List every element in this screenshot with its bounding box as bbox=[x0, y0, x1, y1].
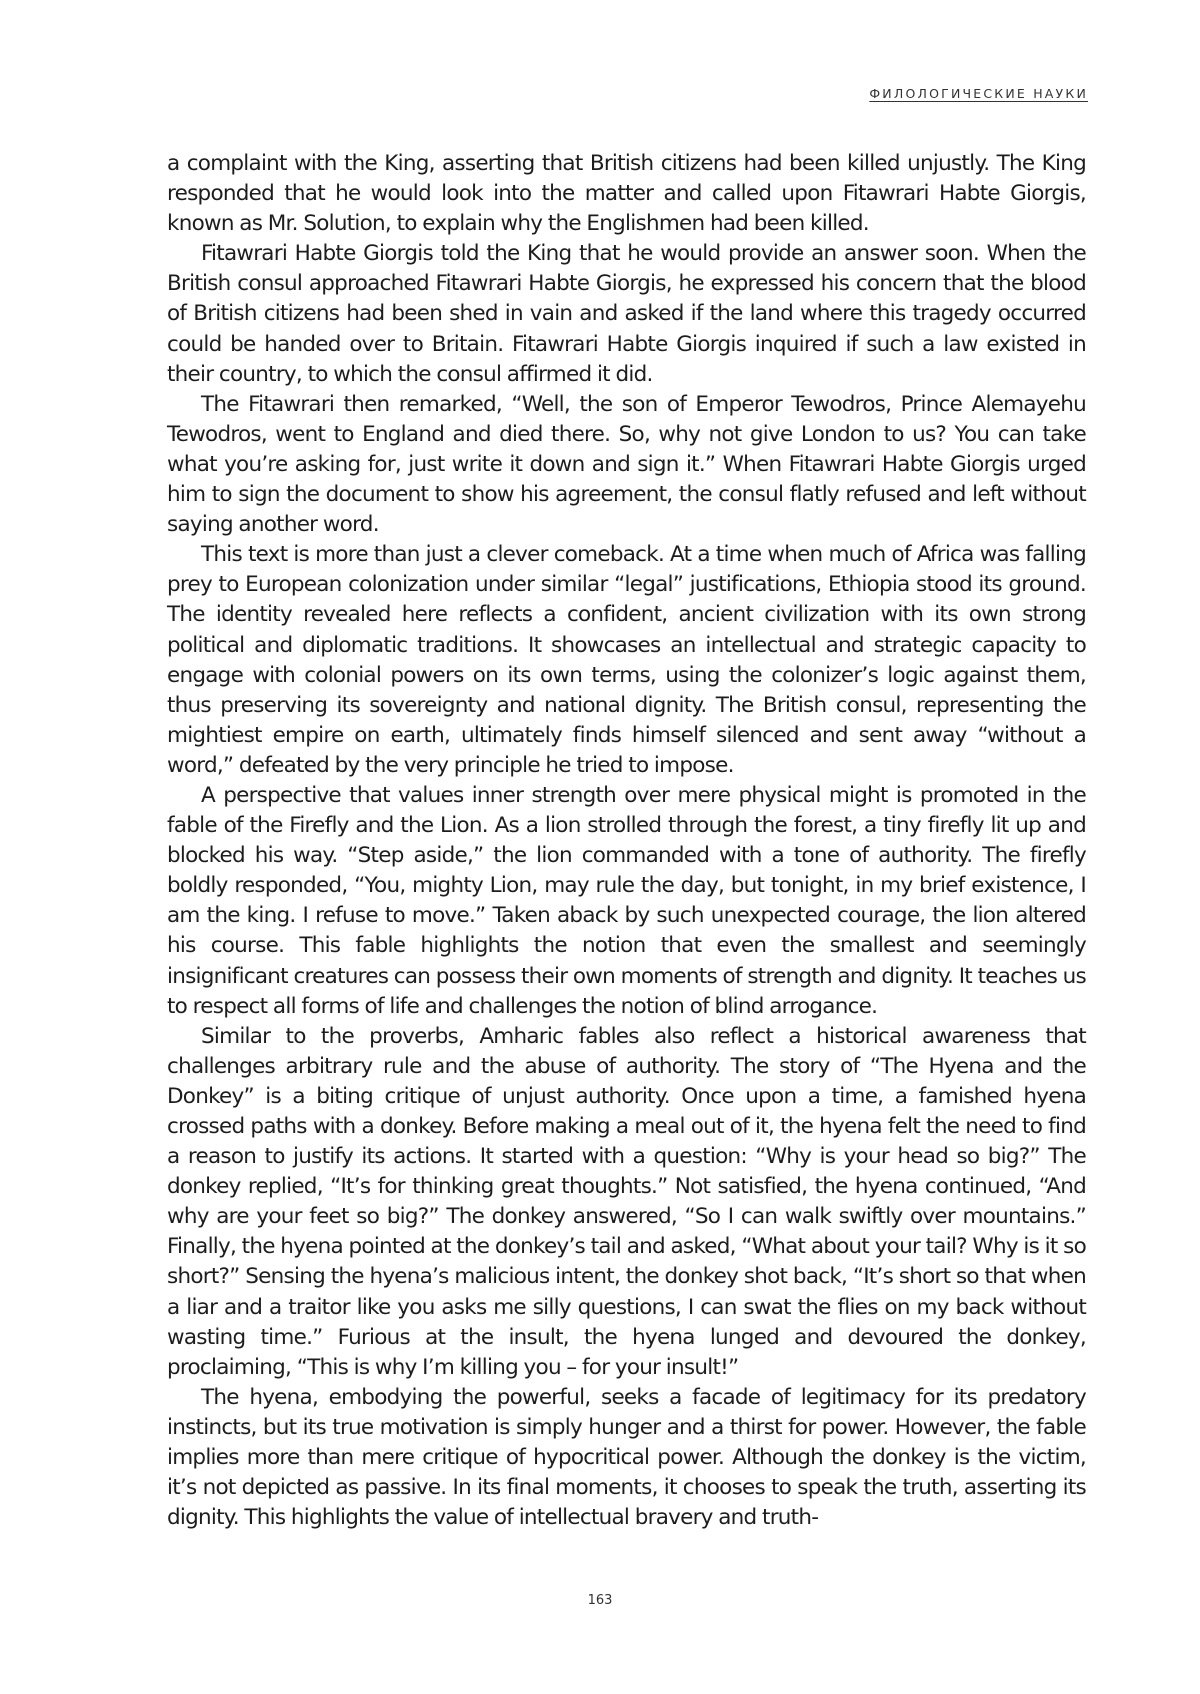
paragraph: The Fitawrari then remarked, “Well, the son of Emperor Tewodros, Prince Alemayehu Tewodros, went to England and died there. So, why not give London to us? You can take what you’re asking for, just write it down and sign it.” When Fitawrari Habte Giorgis urged him to sign the document to show his agreement, the consul flatly refused and left without saying another word. bbox=[167, 391, 1086, 538]
paragraph: A perspective that values inner strength over mere physical might is promoted in the fable of the Firefly and the Lion. As a lion strolled through the forest, a tiny firefly lit up and blocked his way. “Step aside,” the lion commanded with a tone of authority. The firefly boldly responded, “You, mighty Lion, may rule the day, but tonight, in my brief existence, I am the king. I refuse to move.” Taken aback by such unexpected courage, the lion altered his course. This fable highlights the notion that even the smallest and seemingly insignificant creatures can possess their own moments of strength and dignity. It teaches us to respect all forms of life and challenges the notion of blind arrogance. bbox=[167, 782, 1086, 1019]
paragraph: Similar to the proverbs, Amharic fables also reflect a historical awareness that challenges arbitrary rule and the abuse of authority. The story of “The Hyena and the Donkey” is a biting critique of unjust authority. Once upon a time, a famished hyena crossed paths with a donkey. Before making a meal out of it, the hyena felt the need to find a reason to justify its actions. It started with a question: “Why is your head so big?” The donkey replied, “It’s for thinking great thoughts.” Not satisfied, the hyena continued, “And why are your feet so big?” The donkey answered, “So I can walk swiftly over mountains.” Finally, the hyena pointed at the donkey’s tail and asked, “What about your tail? Why is it so short?” Sensing the hyena’s malicious intent, the donkey shot back, “It’s short so that when a liar and a traitor like you asks me silly questions, I can swat the flies on my back without wasting time.” Furious at the insult, the hyena lunged and devoured the donkey, proclaiming, “This is why I’m killing you – for your insult!” bbox=[167, 1023, 1086, 1380]
paragraph: The hyena, embodying the powerful, seeks a facade of legitimacy for its predatory instincts, but its true motivation is simply hunger and a thirst for power. However, the fable implies more than mere critique of hypocritical power. Although the donkey is the victim, it’s not depicted as passive. In its final moments, it chooses to speak the truth, asserting its dignity. This highlights the value of intellectual bravery and truth- bbox=[167, 1384, 1086, 1531]
paragraph: This text is more than just a clever comeback. At a time when much of Africa was falling prey to European colonization under similar “legal” justifications, Ethiopia stood its ground. The identity revealed here reflects a confident, ancient civilization with its own strong political and diplomatic traditions. It showcases an intellectual and strategic capacity to engage with colonial powers on its own terms, using the colonizer’s logic against them, thus preserving its sovereignty and national dignity. The British consul, representing the mightiest empire on earth, ultimately finds himself silenced and sent away “without a word,” defeated by the very principle he tried to impose. bbox=[167, 542, 1086, 778]
article-body bbox=[167, 149, 1086, 1533]
paragraph: Fitawrari Habte Giorgis told the King that he would provide an answer soon. When the British consul approached Fitawrari Habte Giorgis, he expressed his concern that the blood of British citizens had been shed in vain and asked if the land where this tragedy occurred could be handed over to Britain. Fitawrari Habte Giorgis inquired if such a law existed in their country, to which the consul affirmed it did. bbox=[167, 241, 1086, 387]
paragraph-continuation: a complaint with the King, asserting that British citizens had been killed unjustly. The King responded that he would look into the matter and called upon Fitawrari Habte Giorgis, known as Mr. Solution, to explain why the Englishmen had been killed. bbox=[167, 151, 1086, 237]
running-head: ФИЛОЛОГИЧЕСКИЕ НАУКИ bbox=[869, 86, 1088, 101]
page-number: 163 bbox=[587, 1593, 613, 1608]
